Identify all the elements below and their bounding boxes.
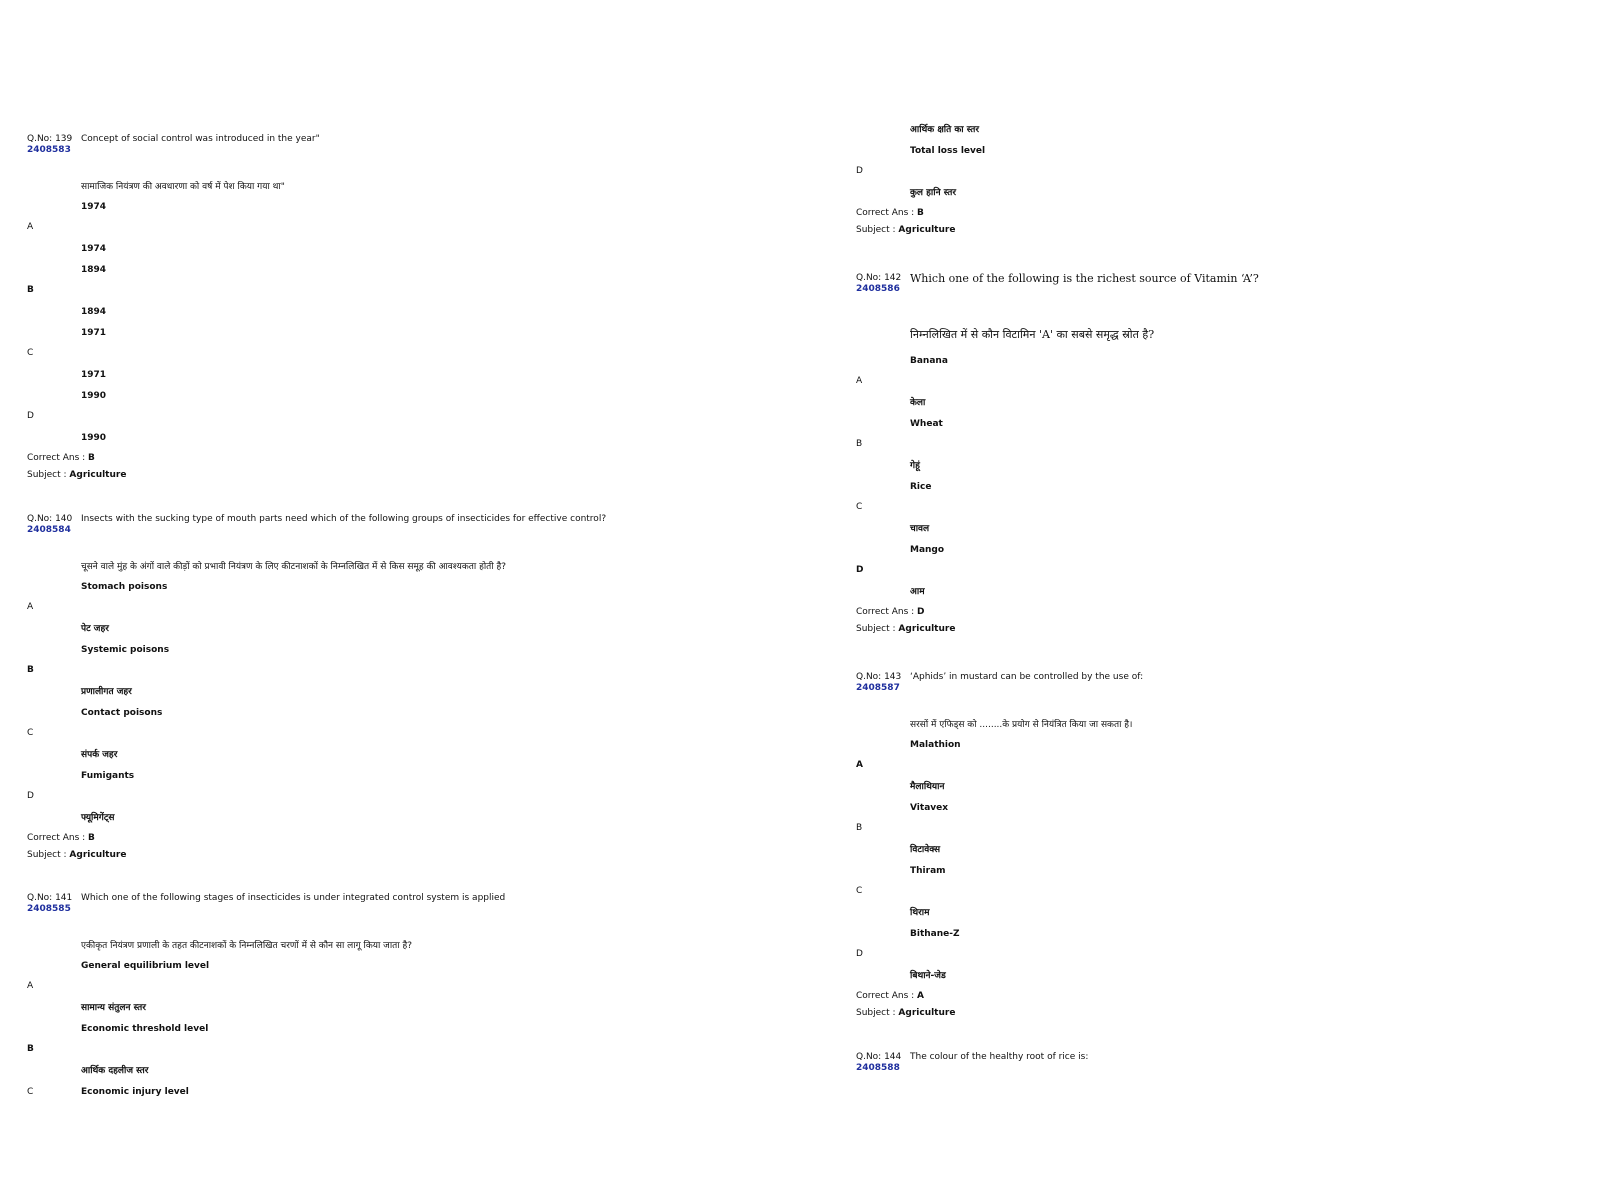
question-id: 2408587	[856, 683, 900, 693]
option-d-hi: बिथाने-जेड	[910, 971, 946, 981]
option-a-hi: केला	[910, 398, 926, 408]
subject-value: Agriculture	[898, 624, 956, 634]
question-number: Q.No: 139	[27, 134, 73, 144]
question-id: 2408586	[856, 284, 900, 294]
question-139	[27, 134, 787, 484]
option-d-hi: फ्यूमिगेंट्स	[81, 813, 115, 823]
option-d-hi: आम	[910, 587, 925, 597]
option-c-hi: आर्थिक क्षति का स्तर	[910, 125, 980, 135]
option-d-en: Mango	[910, 545, 945, 555]
correct-answer	[856, 604, 1576, 621]
question-id: 2408584	[27, 525, 71, 535]
option-c-hi: 1971	[81, 370, 107, 380]
option-c-en: Economic injury level	[81, 1087, 189, 1097]
question-id: 2408585	[27, 904, 71, 914]
question-142	[856, 273, 1576, 638]
correct-answer-value: B	[88, 453, 95, 463]
option-d-en: Fumigants	[81, 771, 135, 781]
option-d-letter: D	[27, 791, 34, 801]
option-b-en: 1894	[81, 265, 107, 275]
question-number-block	[27, 134, 81, 155]
option-c-hi: संपर्क जहर	[81, 750, 118, 760]
correct-answer-value: D	[917, 607, 925, 617]
option-d-hi: 1990	[81, 433, 107, 443]
subject	[27, 467, 787, 484]
option-d-en: 1990	[81, 391, 107, 401]
option-a-letter: A	[27, 602, 34, 612]
subject	[856, 621, 1576, 638]
correct-answer-value: B	[88, 833, 95, 843]
question-text-hi: निम्नलिखित में से कौन विटामिन 'A' का सबसे समृद्ध स्रोत है?	[910, 328, 1155, 341]
option-d-en: Total loss level	[910, 146, 986, 156]
question-header	[856, 273, 1576, 294]
option-d-en: Bithane-Z	[910, 929, 960, 939]
question-text-en: Which one of the following is the richest source of Vitamin ‘A’?	[910, 272, 1259, 285]
option-b-hi: 1894	[81, 307, 107, 317]
option-b-en: Wheat	[910, 419, 943, 429]
correct-answer-value: B	[917, 208, 924, 218]
option-b-hi: प्रणालीगत जहर	[81, 687, 132, 697]
option-b-letter: B	[856, 439, 863, 449]
option-a-en: Banana	[910, 356, 948, 366]
correct-answer-label: Correct Ans :	[27, 833, 86, 843]
option-b-letter: B	[27, 665, 34, 675]
question-text-en: Insects with the sucking type of mouth parts need which of the following groups of insecticides for effective control?	[81, 514, 607, 524]
correct-answer	[27, 830, 787, 847]
correct-answer	[27, 450, 787, 467]
option-c-row	[27, 1083, 787, 1101]
question-number: Q.No: 141	[27, 893, 73, 903]
question-number-block	[856, 1052, 910, 1073]
option-a-hi: 1974	[81, 244, 107, 254]
question-header	[856, 1052, 1576, 1073]
option-a-en: 1974	[81, 202, 107, 212]
question-text-hi: एकीकृत नियंत्रण प्रणाली के तहत कीटनाशकों के निम्नलिखित चरणों में से कौन सा लागू किया जाता है?	[81, 941, 413, 951]
question-144	[856, 1052, 1576, 1073]
correct-answer-label: Correct Ans :	[856, 607, 915, 617]
option-b-en: Systemic poisons	[81, 645, 170, 655]
option-b-letter: B	[27, 285, 34, 295]
option-a-letter: A	[27, 222, 34, 232]
option-c-en: Contact poisons	[81, 708, 163, 718]
option-c-hi: चावल	[910, 524, 930, 534]
option-d-letter: D	[856, 949, 863, 959]
subject-label: Subject :	[856, 225, 896, 235]
question-text-en: Which one of the following stages of insecticides is under integrated control system is applied	[81, 893, 506, 903]
option-b-en: Economic threshold level	[81, 1024, 209, 1034]
subject-value: Agriculture	[898, 1008, 956, 1018]
option-c-hi: थिराम	[910, 908, 930, 918]
option-b-letter: B	[856, 823, 863, 833]
question-143	[856, 672, 1576, 1022]
option-c-letter: C	[27, 728, 34, 738]
option-a-en: Malathion	[910, 740, 961, 750]
subject-label: Subject :	[856, 624, 896, 634]
question-141-continued	[856, 121, 1576, 239]
question-text-en: Concept of social control was introduced in the year"	[81, 134, 320, 144]
question-number-block	[856, 672, 910, 693]
option-c-letter: C	[27, 1087, 34, 1097]
question-header	[27, 514, 787, 535]
option-d-letter: D	[856, 565, 864, 575]
option-c-en: Thiram	[910, 866, 946, 876]
question-id: 2408583	[27, 145, 71, 155]
option-a-en: Stomach poisons	[81, 582, 168, 592]
correct-answer-label: Correct Ans :	[856, 991, 915, 1001]
subject-label: Subject :	[856, 1008, 896, 1018]
option-c-letter: C	[27, 348, 34, 358]
subject-label: Subject :	[27, 470, 67, 480]
option-c-letter: C	[856, 502, 863, 512]
question-text-hi: सामाजिक नियंत्रण की अवधारणा को वर्ष में पेश किया गया था"	[81, 182, 285, 192]
subject	[856, 1005, 1576, 1022]
question-number: Q.No: 140	[27, 514, 73, 524]
option-c-en: Rice	[910, 482, 932, 492]
option-d-hi: कुल हानि स्तर	[910, 188, 957, 198]
option-b-hi: गेहूं	[910, 461, 920, 471]
correct-answer-label: Correct Ans :	[856, 208, 915, 218]
option-d-letter: D	[27, 411, 34, 421]
question-number: Q.No: 142	[856, 273, 902, 283]
option-a-en: General equilibrium level	[81, 961, 210, 971]
subject	[856, 222, 1576, 239]
question-text-hi: सरसों में एफिड्स को ........के प्रयोग से नियंत्रित किया जा सकता है।	[910, 720, 1133, 730]
option-c-en: 1971	[81, 328, 107, 338]
option-a-hi: पेट जहर	[81, 624, 109, 634]
option-b-hi: आर्थिक दहलीज स्तर	[81, 1066, 149, 1076]
option-a-letter: A	[856, 376, 863, 386]
question-number-block	[856, 273, 910, 294]
option-a-hi: सामान्य संतुलन स्तर	[81, 1003, 146, 1013]
option-c-letter: C	[856, 886, 863, 896]
option-a-letter: A	[856, 760, 863, 770]
question-text-en: The colour of the healthy root of rice is:	[910, 1052, 1089, 1062]
correct-answer	[856, 988, 1576, 1005]
option-b-en: Vitavex	[910, 803, 949, 813]
question-header	[27, 134, 787, 155]
subject-value: Agriculture	[69, 850, 127, 860]
option-a-letter: A	[27, 981, 34, 991]
question-number-block	[27, 893, 81, 914]
option-b-hi: विटावेक्स	[910, 845, 941, 855]
subject-value: Agriculture	[69, 470, 127, 480]
question-id: 2408588	[856, 1063, 900, 1073]
question-header	[856, 672, 1576, 693]
subject-label: Subject :	[27, 850, 67, 860]
question-number: Q.No: 144	[856, 1052, 902, 1062]
question-141	[27, 893, 787, 1101]
correct-answer	[856, 205, 1576, 222]
question-number-block	[27, 514, 81, 535]
question-text-en: ‘Aphids’ in mustard can be controlled by the use of:	[910, 672, 1144, 682]
question-number: Q.No: 143	[856, 672, 902, 682]
question-text-hi: चूसने वाले मुंह के अंगों वाले कीड़ों को प्रभावी नियंत्रण के लिए कीटनाशकों के निम्नलिखित में से किस समूह की आवश्यकता होती है?	[81, 562, 507, 572]
correct-answer-label: Correct Ans :	[27, 453, 86, 463]
option-a-hi: मैलाथियान	[910, 782, 945, 792]
question-header	[27, 893, 787, 914]
subject-value: Agriculture	[898, 225, 956, 235]
correct-answer-value: A	[917, 991, 924, 1001]
subject	[27, 847, 787, 864]
option-b-letter: B	[27, 1044, 34, 1054]
question-140	[27, 514, 787, 864]
option-d-letter: D	[856, 166, 863, 176]
